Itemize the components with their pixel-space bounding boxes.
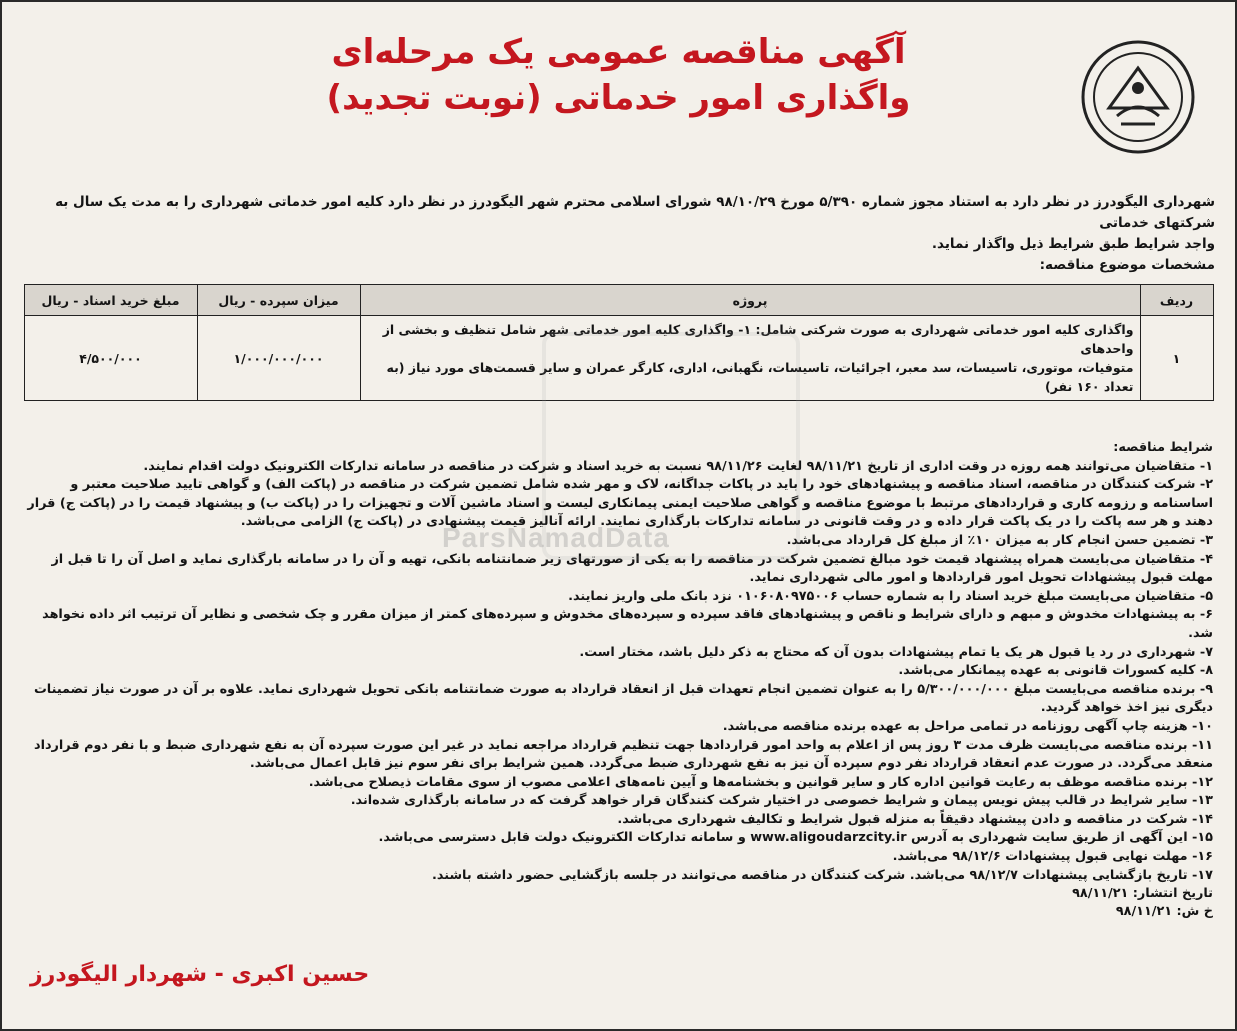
watermark-text: ParsNamadData bbox=[442, 522, 670, 553]
condition-item: ۱۶- مهلت نهایی قبول پیشنهادات ۹۸/۱۲/۶ می‌باشد. bbox=[892, 849, 1213, 865]
condition-item: ۱۲- برنده مناقصه موظف به رعایت قوانین اداره کار و سایر قوانین و بخشنامه‌ها و آیین نامه‌های اعلامی مصوب از سوی مقامات ذیصلاح می‌باشد. bbox=[308, 774, 1213, 790]
municipality-seal-logo bbox=[1079, 38, 1197, 156]
cell-project bbox=[360, 316, 1140, 401]
condition-item: ۸- کلیه کسورات قانونی به عهده پیمانکار می‌باشد. bbox=[898, 663, 1213, 679]
condition-item: ۱- متقاضیان می‌توانند همه روزه در وقت اداری از تاریخ ۹۸/۱۱/۲۱ لغایت ۹۸/۱۱/۲۶ نسبت به خرید اسناد و شرکت در مناقصه در سامانه تدارکات الکترونیک دولت اقدام نمایند. bbox=[143, 458, 1213, 474]
condition-item: ۳- تضمین حسن انجام کار به میزان ۱۰٪ از مبلغ کل قرارداد می‌باشد. bbox=[786, 532, 1213, 548]
condition-item: ۲- شرکت کنندگان در مناقصه، اسناد مناقصه و پیشنهادهای خود را باید در پاکات جداگانه، لاک و مهر شده شامل تضمین شرکت در مناقصه در (پاکت الف) و گواهی تایید صلاحیت معتبر و اساسنامه و رزومه کاری و قراردادهای مرتبط با موضوع مناقصه و گواهی صلاحیت ایمنی پیمانکاری لیست و اسناد ماشین آلات و تجهیزات را در (پاکت ب) و پیشنهاد قیمت را در (پاکت ج) قرار دهند و هر سه پاکت را در یک پاکت قرار داده و در وقت قانونی در سامانه تدارکات بارگذاری نمایند. ارائه آنالیز قیمت پیشنهادی در (پاکت ج) الزامی می‌باشد. bbox=[27, 477, 1213, 530]
col-row-header: ردیف bbox=[1140, 285, 1213, 316]
col-doc-price-header: مبلغ خرید اسناد - ریال bbox=[24, 285, 197, 316]
tender-table bbox=[24, 284, 1214, 401]
project-line: واگذاری کلیه امور خدماتی شهرداری به صورت شرکتی شامل: ۱- واگذاری کلیه امور خدماتی شهر شامل تنظیف و بخشی از واحدهای bbox=[382, 322, 1134, 356]
project-line: متوفیات، موتوری، تاسیسات، سد معبر، اجرائیات، تاسیسات، نگهبانی، اداری، کارگر عمران و سایر قسمت‌های مورد نیاز (به تعداد ۱۶۰ نفر) bbox=[386, 360, 1134, 394]
cell-doc-price: ۴/۵۰۰/۰۰۰ bbox=[24, 316, 197, 401]
table-header-row bbox=[24, 285, 1213, 316]
notice-subtitle: واگذاری امور خدماتی (نوبت تجدید) bbox=[326, 78, 911, 118]
condition-item: ۷- شهرداری در رد یا قبول هر یک یا تمام پیشنهادات بدون آن که محتاج به ذکر دلیل باشد، مختار است. bbox=[579, 644, 1213, 660]
intro-paragraph bbox=[22, 192, 1215, 276]
col-deposit-header: میزان سپرده - ریال bbox=[197, 285, 360, 316]
condition-item: ۹- برنده مناقصه می‌بایست مبلغ ۵/۳۰۰/۰۰۰/۰۰۰ را به عنوان تضمین انجام تعهدات قبل از انعقاد قرارداد به صورت ضمانتنامه بانکی تحویل شهرداری نماید. علاوه بر آن در صورت نیاز تضمینات دیگری نیز اخذ خواهد گردید. bbox=[33, 681, 1213, 716]
intro-line: واجد شرایط طبق شرایط ذیل واگذار نماید. bbox=[931, 236, 1215, 252]
notice-title: آگهی مناقصه عمومی یک مرحله‌ای bbox=[331, 32, 906, 72]
table-row bbox=[24, 316, 1213, 401]
condition-item: ۱۳- سایر شرایط در قالب پیش نویس پیمان و شرایط خصوصی در اختیار شرکت کنندگان قرار خواهد گرفت که در سامانه بارگذاری شده‌اند. bbox=[350, 793, 1213, 809]
conditions-heading: شرایط مناقصه: bbox=[1113, 440, 1213, 455]
condition-item: ۱۴- شرکت در مناقصه و دادن پیشنهاد دقیقاً به منزله قبول شرایط و تکالیف شهرداری می‌باشد. bbox=[617, 811, 1213, 827]
cell-row: ۱ bbox=[1140, 316, 1213, 401]
intro-line: مشخصات موضوع مناقصه: bbox=[1039, 257, 1215, 273]
intro-line: شهرداری الیگودرز در نظر دارد به استناد مجوز شماره ۵/۳۹۰ مورخ ۹۸/۱۰/۲۹ شورای اسلامی محترم شهر الیگودرز در نظر دارد کلیه امور خدماتی شهرداری را به مدت یک سال به شرکتهای خدماتی bbox=[55, 194, 1215, 231]
conditions-section bbox=[24, 439, 1213, 885]
condition-item: ۱۷- تاریخ بازگشایی پیشنهادات ۹۸/۱۲/۷ می‌باشد. شرکت کنندگان در مناقصه می‌توانند در جلسه بازگشایی حضور داشته باشند. bbox=[432, 867, 1213, 883]
condition-item: ۵- متقاضیان می‌بایست مبلغ خرید اسناد را به شماره حساب ۰۱۰۶۰۸۰۹۷۵۰۰۶ نزد بانک ملی واریز نمایند. bbox=[568, 588, 1213, 604]
notice-header bbox=[16, 30, 1221, 190]
conditions-list bbox=[24, 458, 1213, 886]
publish-info bbox=[24, 885, 1213, 921]
condition-item: ۶- به پیشنهادات مخدوش و مبهم و دارای شرایط و ناقص و پیشنهادهای فاقد سپرده و سپرده‌های مخدوش و سپرده‌های کمتر از میزان مقرر و چک شخصی و نظایر آن ترتیب اثر داده نخواهد شد. bbox=[42, 607, 1213, 641]
publish-date: تاریخ انتشار: ۹۸/۱۱/۲۱ bbox=[1072, 886, 1213, 902]
condition-item: ۱۵- این آگهی از طریق سایت شهرداری به آدرس www.aligoudarzcity.ir و سامانه تدارکات الکترونیک دولت قابل دسترسی می‌باشد. bbox=[378, 830, 1213, 846]
publish-code: خ ش: ۹۸/۱۱/۲۱ bbox=[1115, 904, 1213, 920]
condition-item: ۴- متقاضیان می‌بایست همراه پیشنهاد قیمت خود مبالغ تضمین شرکت در مناقصه را به یکی از صورتهای زیر ضمانتنامه بانکی، تهیه و آن را در سامانه بارگذاری نماید و اصل آن را تا قبل از مهلت قبول پیشنهادات تحویل امور قراردادها و امور مالی شهرداری نماید. bbox=[51, 551, 1213, 586]
mayor-signature: حسین اکبری - شهردار الیگودرز bbox=[30, 962, 370, 987]
condition-item: ۱۰- هزینه چاپ آگهی روزنامه در تمامی مراحل به عهده برنده مناقصه می‌باشد. bbox=[722, 718, 1213, 734]
condition-item: ۱۱- برنده مناقصه می‌بایست ظرف مدت ۳ روز پس از اعلام به واحد امور قراردادها جهت تنظیم قرارداد مراجعه نماید در غیر این صورت سپرده آن به نفع شهرداری ضبط و با نفر دوم قرارداد منعقد می‌گردد. در صورت عدم انعقاد قرارداد نفر دوم سپرده آن نیز به نفع شهرداری ضبط می‌گردد. همین شرایط برای نفر سوم نیز قابل اعمال می‌باشد. bbox=[34, 737, 1213, 772]
cell-deposit: ۱/۰۰۰/۰۰۰/۰۰۰ bbox=[197, 316, 360, 401]
col-project-header: پروژه bbox=[360, 285, 1140, 316]
